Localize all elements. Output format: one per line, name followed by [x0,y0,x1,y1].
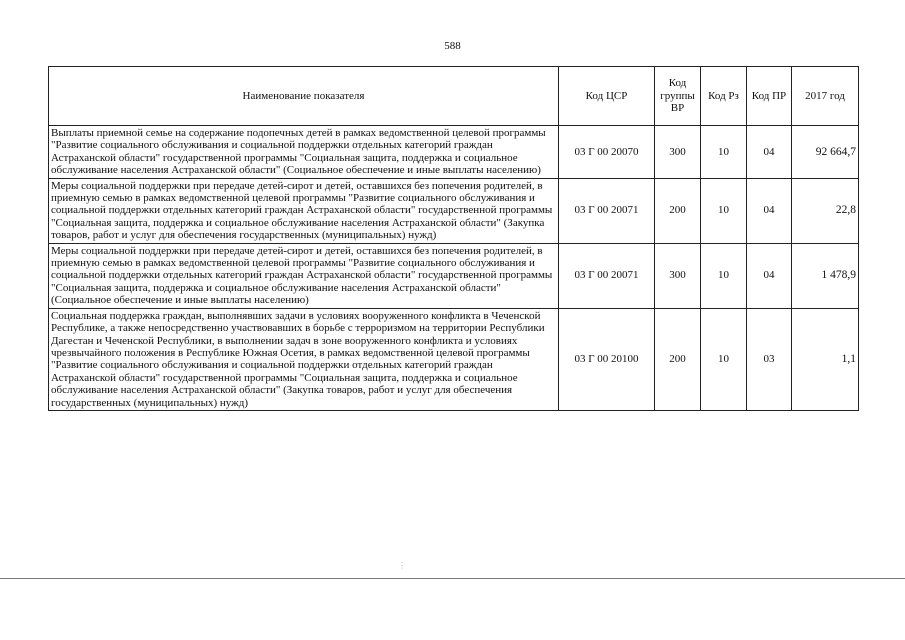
row-rz: 10 [701,178,747,243]
table-row [49,126,859,179]
table-body [49,126,859,411]
table-row [49,308,859,410]
row-amount: 1,1 [792,308,859,410]
row-name: Меры социальной поддержки при передаче детей-сирот и детей, оставшихся без попечения родителей, в приемную семью в рамках ведомственной целевой программы "Развитие социального обслуживания и социальной поддержки отдельных категорий граждан Астраханской области" государственной программы "Социальная защита, поддержка и социальное обслуживание населения Астраханской области" (Закупка товаров, работ и услуг для обеспечения государственных (муниципальных) нужд) [49,178,559,243]
header-row [49,67,859,126]
table-header [49,67,859,126]
header-year: 2017 год [792,67,859,126]
row-rz: 10 [701,243,747,308]
row-csr: 03 Г 00 20100 [559,308,655,410]
row-pr: 04 [747,126,792,179]
row-amount: 92 664,7 [792,126,859,179]
row-amount: 22,8 [792,178,859,243]
header-pr: Код ПР [747,67,792,126]
page-bottom-rule [0,578,905,579]
row-pr: 03 [747,308,792,410]
header-rz: Код Рз [701,67,747,126]
row-rz: 10 [701,308,747,410]
header-name: Наименование показателя [49,67,559,126]
row-pr: 04 [747,178,792,243]
header-vr: Код группы ВР [655,67,701,126]
table-row [49,243,859,308]
row-name: Выплаты приемной семье на содержание подопечных детей в рамках ведомственной целевой программы "Развитие социального обслуживания и социальной поддержки отдельных категорий граждан Астраханской области" государственной программы "Социальная защита, поддержка и социальное обслуживание населения Астраханской области" (Социальное обеспечение и иные выплаты населению) [49,126,559,179]
page-number: 588 [444,40,461,52]
row-csr: 03 Г 00 20071 [559,243,655,308]
row-csr: 03 Г 00 20070 [559,126,655,179]
row-name: Меры социальной поддержки при передаче детей-сирот и детей, оставшихся без попечения родителей, в приемную семью в рамках ведомственной целевой программы "Развитие социального обслуживания и социальной поддержки отдельных категорий граждан Астраханской области" государственной программы "Социальная защита, поддержка и социальное обслуживание населения Астраханской области" (Социальное обеспечение и иные выплаты населению) [49,243,559,308]
row-csr: 03 Г 00 20071 [559,178,655,243]
row-name: Социальная поддержка граждан, выполнявших задачи в условиях вооруженного конфликта в Чеченской Республике, а также непосредственно участвовавших в борьбе с терроризмом на территории Республики Дагестан и Чеченской Республики, в выполнении задач в зоне вооруженного конфликта и условиях чрезвычайного положения в Республике Южная Осетия, в рамках ведомственной целевой программы "Развитие социального обслуживания и социальной поддержки отдельных категорий граждан Астраханской области" государственной программы "Социальная защита, поддержка и социальное обслуживание населения Астраханской области" (Закупка товаров, работ и услуг для обеспечения государственных (муниципальных) нужд) [49,308,559,410]
row-vr: 300 [655,126,701,179]
row-vr: 200 [655,178,701,243]
row-pr: 04 [747,243,792,308]
header-csr: Код ЦСР [559,67,655,126]
budget-table [48,66,859,411]
row-vr: 300 [655,243,701,308]
row-rz: 10 [701,126,747,179]
table-row [49,178,859,243]
row-vr: 200 [655,308,701,410]
scan-mark: ⋮ [398,561,406,570]
row-amount: 1 478,9 [792,243,859,308]
